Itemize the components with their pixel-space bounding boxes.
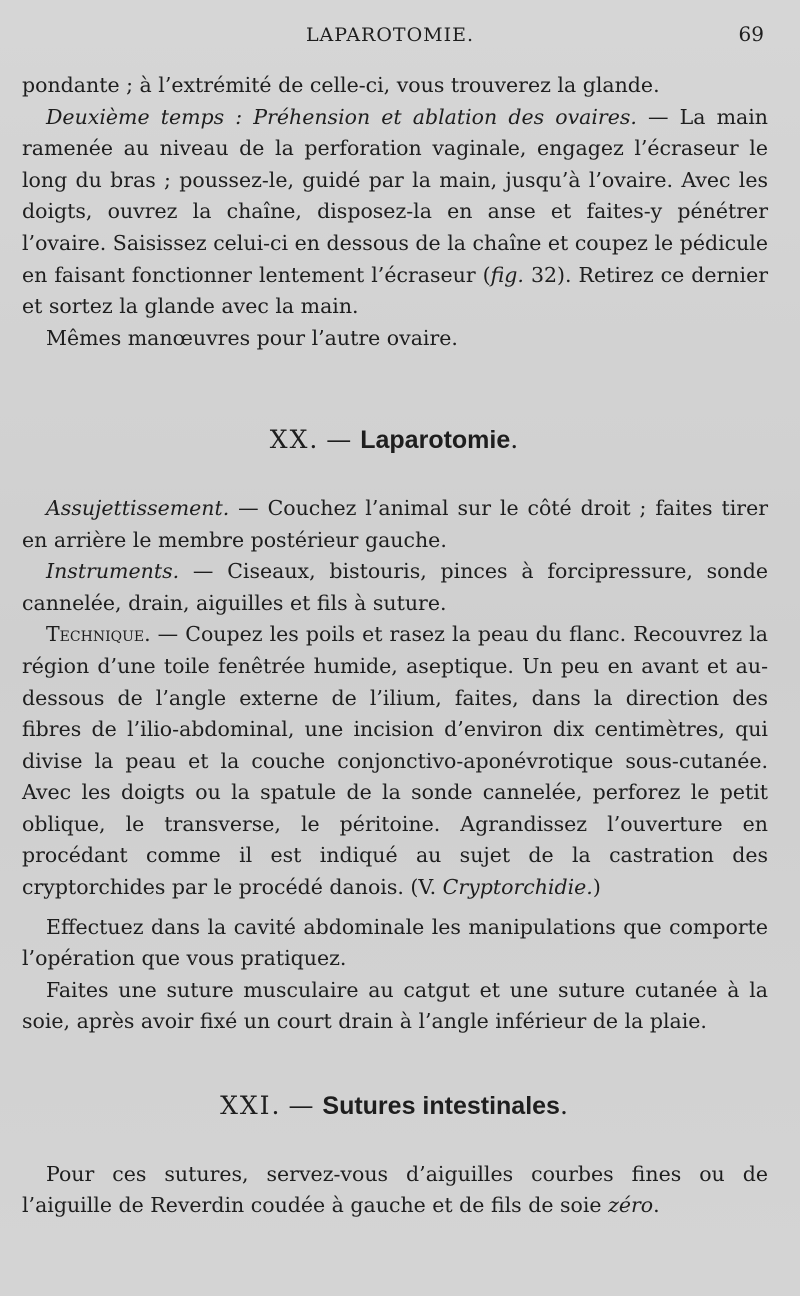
body-text — [22, 70, 768, 1222]
paragraph-lead: Instruments. — [46, 559, 180, 584]
paragraph-text: — Ciseaux, bistouris, pinces à forcipressure, sonde cannelée, drain, aiguilles et fils à suture. — [22, 559, 768, 615]
paragraph-text: pondante ; à l’extrémité de celle-ci, vous trouverez la glande. — [22, 73, 660, 97]
paragraph-text: — La main ramenée au niveau de la perforation vaginale, engagez l’écraseur le long du bras ; poussez-le, guidé par la main, jusqu’à l’ovaire. Avec les doigts, ouvrez la chaîne, disposez-la en anse et faites-y pénétrer l’ovaire. Saisissez celui-ci en dessous de la chaîne et coupez le pédicule en faisant fonctionner lentement l’écraseur ( — [22, 104, 768, 287]
running-title: LAPAROTOMIE. — [305, 24, 475, 46]
section-number: XXI. — [220, 1091, 282, 1121]
section-number: XX. — [269, 425, 320, 455]
paragraph-continuation — [22, 70, 768, 102]
paragraph-lead: Assujettissement. — [46, 495, 230, 520]
paragraph-deuxieme-temps — [22, 102, 768, 323]
paragraph-memes-manoeuvres — [22, 323, 768, 355]
cross-reference: Cryptorchidie. — [442, 875, 593, 900]
paragraph-text: Faites une suture musculaire au catgut et une suture cutanée à la soie, après avoir fixé un court drain à l’angle inférieur de la plaie. — [22, 977, 768, 1034]
paragraph-text: — Couchez l’animal sur le côté droit ; faites tirer en arrière le membre postérieur gauche. — [22, 495, 768, 552]
paragraph-text: Effectuez dans la cavité abdominale les manipulations que comporte l’opération que vous pratiquez. — [22, 914, 768, 971]
paragraph-effectuez — [22, 912, 768, 975]
section-title: Sutures intestinales — [322, 1092, 560, 1121]
page-number: 69 — [738, 22, 764, 46]
section-heading-xxi: XXI. — Sutures intestinales. — [220, 1091, 570, 1121]
paragraph-lead: Deuxième temps : Préhension et ablation des ovaires. — [46, 104, 637, 129]
paragraph-text-tail: ) — [592, 875, 601, 900]
emphasis-zero: zéro — [608, 1193, 654, 1218]
section-title: Laparotomie — [360, 426, 511, 455]
paragraph-lead: Technique. — [46, 622, 151, 647]
paragraph-assujettissement — [22, 493, 768, 556]
paragraph-technique — [22, 619, 768, 903]
paragraph-text-tail: 32). Retirez ce dernier et sortez la glande avec la main. — [22, 262, 768, 319]
section-heading-xx: XX. — Laparotomie. — [269, 425, 521, 455]
paragraph-text: Pour ces sutures, servez-vous d’aiguilles courbes fines ou de l’aiguille de Reverdin coudée à gauche et de fils de soie — [22, 1161, 768, 1218]
paragraph-text-tail: . — [653, 1193, 660, 1218]
paragraph-text: Mêmes manœuvres pour l’autre ovaire. — [46, 325, 458, 350]
figure-ref: fig. — [490, 262, 524, 287]
paragraph-sutures — [22, 1159, 768, 1222]
running-head — [0, 22, 800, 52]
paragraph-text: — Coupez les poils et rasez la peau du flanc. Recouvrez la région d’une toile fenêtrée humide, aseptique. Un peu en avant et au-dessous de l’angle externe de l’ilium, faites, dans la direction des fibres de l’ilio-abdominal, une incision d’environ dix centimètres, qui divise la peau et la couche conjonctivo-aponévrotique sous-cutanée. Avec les doigts ou la spatule de la sonde cannelée, perforez le petit oblique, le transverse, le péritoine. Agrandissez l’ouverture en procédant comme il est indiqué au sujet de la castration des cryptorchides par le procédé danois. (V. — [22, 622, 768, 900]
paragraph-instruments — [22, 556, 768, 619]
paragraph-faites — [22, 975, 768, 1038]
